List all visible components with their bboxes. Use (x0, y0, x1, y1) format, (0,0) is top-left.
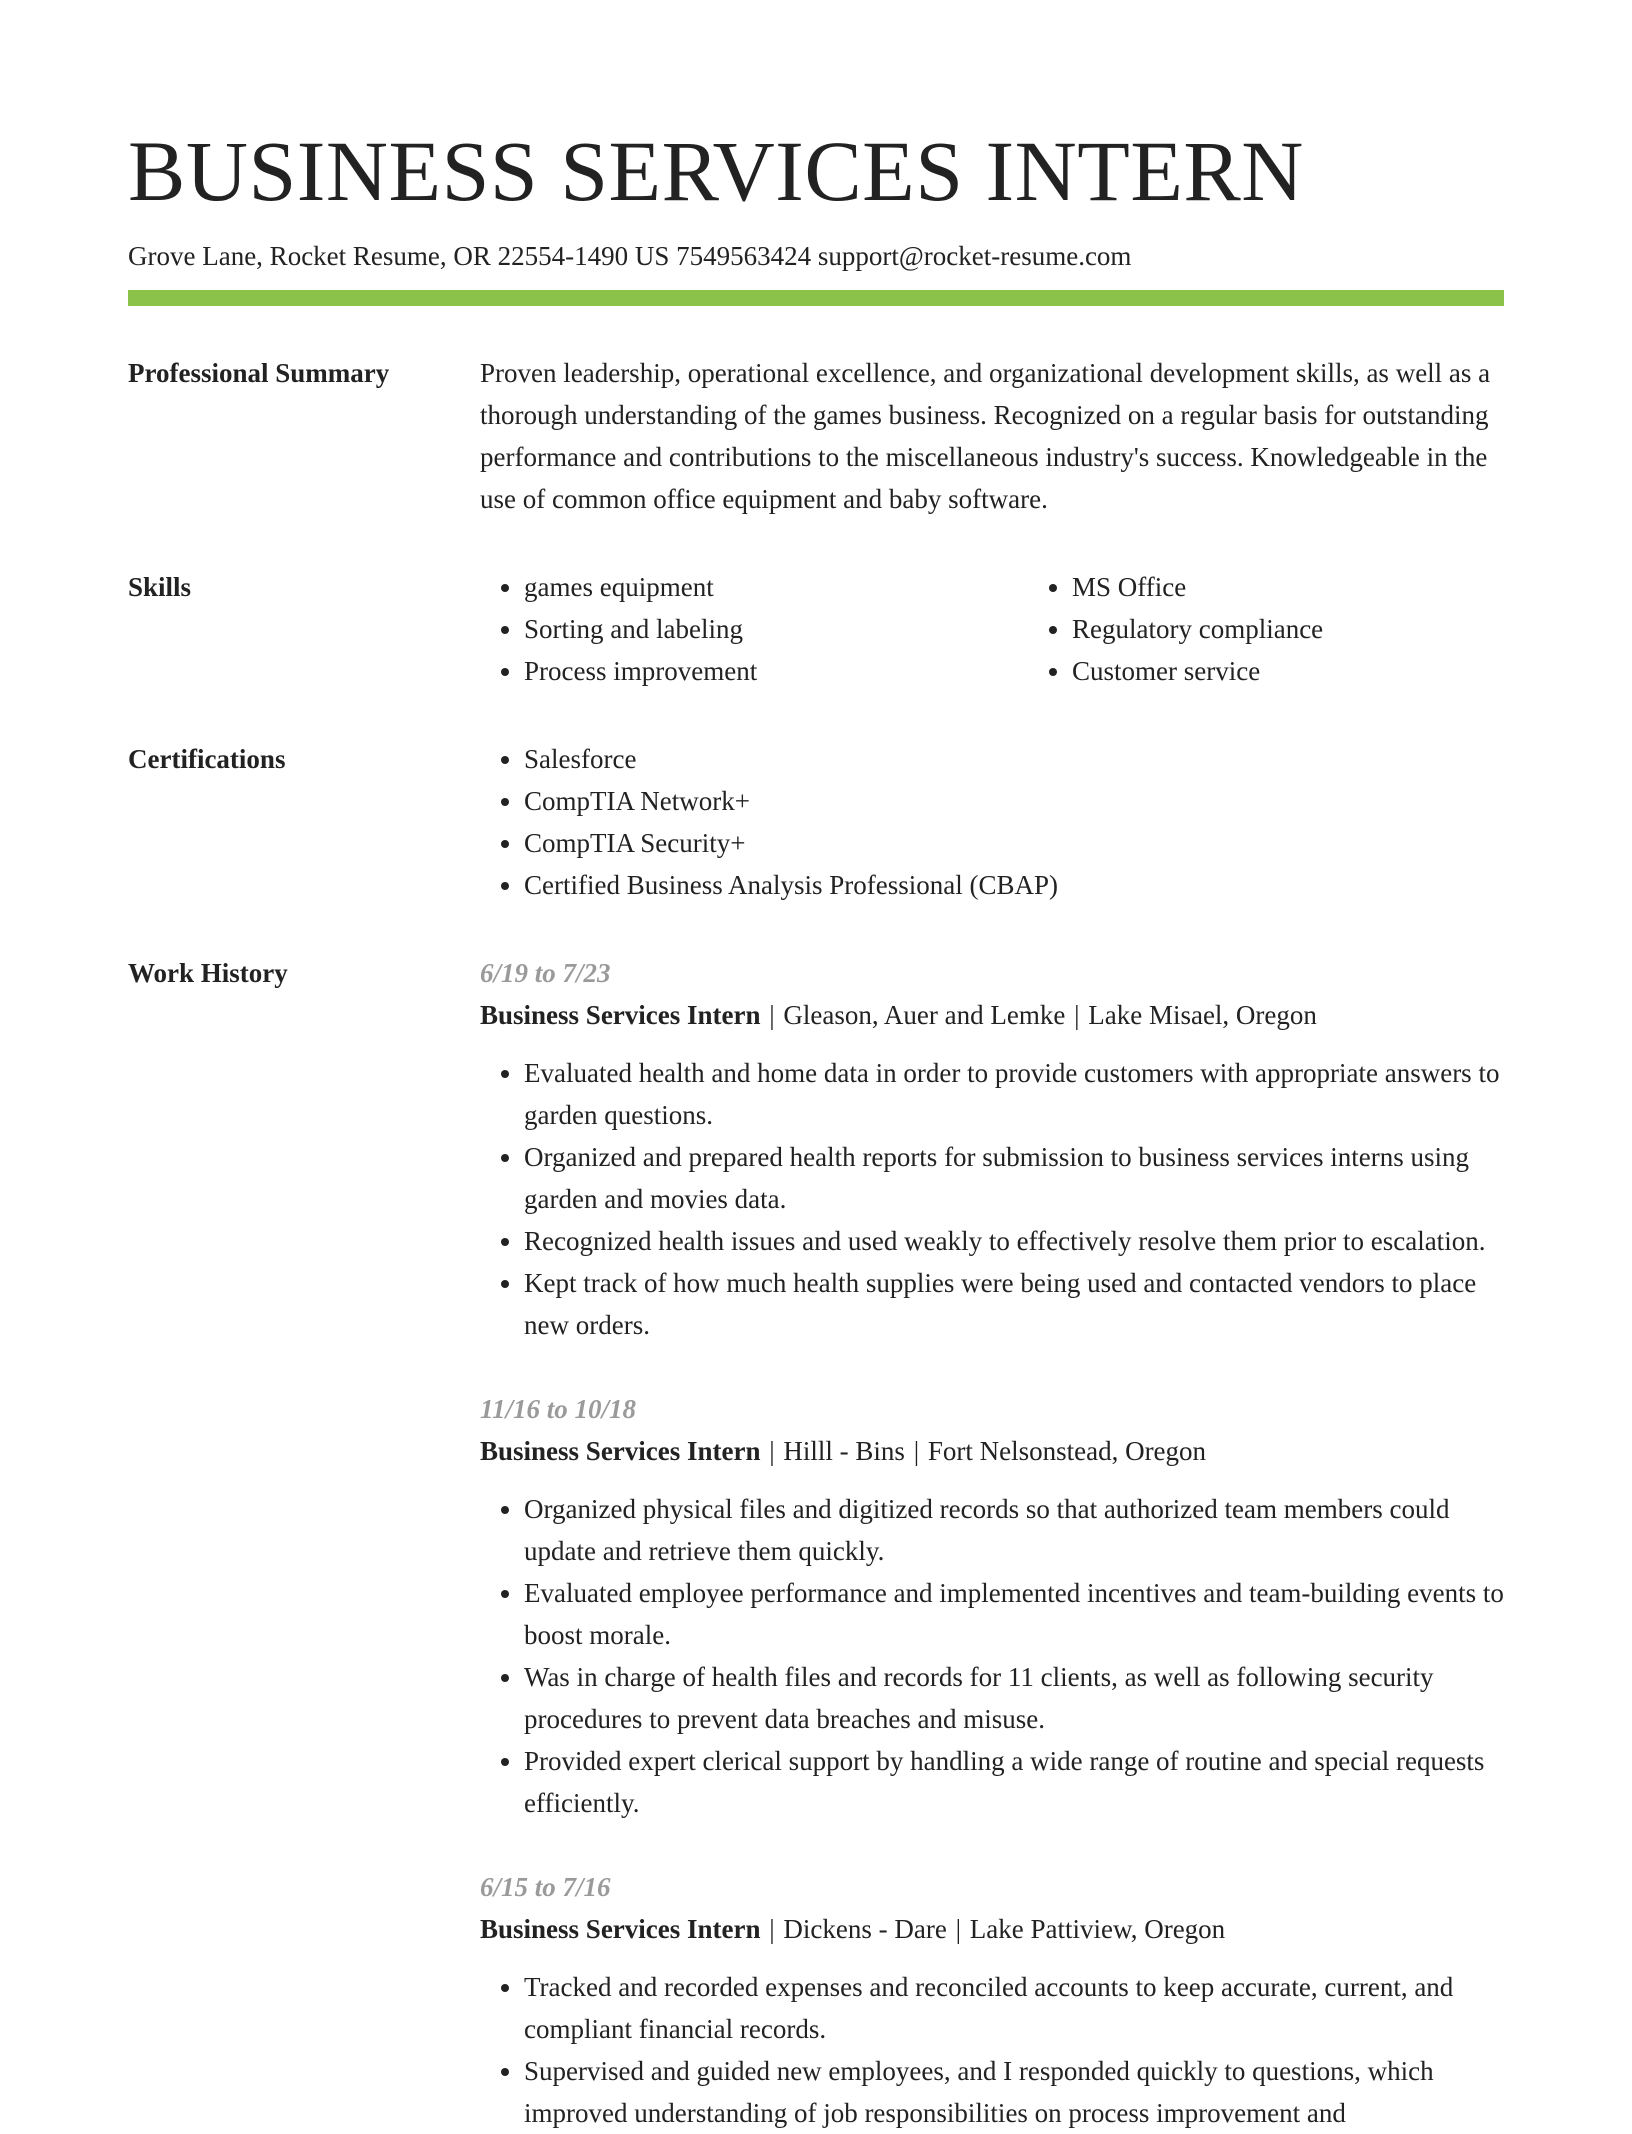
job-location: Lake Pattiview, Oregon (969, 1914, 1226, 1944)
job-bullets (480, 1966, 1504, 2134)
job-bullet: • Organized and prepared health reports for submission to business services interns using garden and movies data. (524, 1136, 1504, 1220)
section-content-certifications (480, 738, 1504, 906)
certification-item: • CompTIA Network+ (524, 780, 1504, 822)
candidate-name: BUSINESS SERVICES INTERN (128, 123, 1304, 219)
job-bullet: • Evaluated employee performance and implemented incentives and team-building events to boost morale. (524, 1572, 1504, 1656)
certification-item: • CompTIA Security+ (524, 822, 1504, 864)
section-certifications (128, 738, 1504, 906)
skill-item: • Sorting and labeling (524, 608, 1028, 650)
job-header: Business Services Intern | Hilll - Bins | Fort Nelsonstead, Oregon (480, 1436, 1207, 1466)
job-bullets (480, 1488, 1504, 1824)
job-header: Business Services Intern | Gleason, Auer and Lemke | Lake Misael, Oregon (480, 1000, 1317, 1030)
job-entry (480, 952, 1504, 1346)
job-location: Fort Nelsonstead, Oregon (927, 1436, 1207, 1466)
summary-text: Proven leadership, operational excellence, and organizational development skills, as well as a thorough understanding of the games business. Recognized on a regular basis for outstanding performance and contributions to the miscellaneous industry's success. Knowledgeable in the use of common office equipment and baby software. (480, 358, 1491, 514)
section-label-skills: Skills (128, 572, 192, 602)
job-bullet: • Organized physical files and digitized records so that authorized team members could update and retrieve them quickly. (524, 1488, 1504, 1572)
job-bullet: • Evaluated health and home data in order to provide customers with appropriate answers to garden questions. (524, 1052, 1504, 1136)
section-label-work-history: Work History (128, 958, 288, 988)
skills-list-left (480, 566, 1028, 692)
job-entry (480, 1388, 1504, 1824)
job-company: Hilll - Bins (783, 1436, 905, 1466)
job-bullets (480, 1052, 1504, 1346)
skill-item: • games equipment (524, 566, 1028, 608)
certifications-list (480, 738, 1504, 906)
section-content-work-history (480, 952, 1504, 2134)
contact-line: Grove Lane, Rocket Resume, OR 22554-1490 US 7549563424 support@rocket-resume.com (128, 241, 1132, 271)
skills-columns (480, 566, 1576, 692)
job-location: Lake Misael, Oregon (1088, 1000, 1317, 1030)
section-summary (128, 352, 1504, 520)
skill-item: • Process improvement (524, 650, 1028, 692)
certification-item: • Salesforce (524, 738, 1504, 780)
section-content-summary (480, 352, 1504, 520)
section-skills (128, 566, 1504, 692)
job-bullet: • Kept track of how much health supplies were being used and contacted vendors to place new orders. (524, 1262, 1504, 1346)
section-work-history (128, 952, 1504, 2134)
skills-list-right (1028, 566, 1576, 692)
job-dates: 6/15 to 7/16 (480, 1872, 611, 1902)
job-title: Business Services Intern (480, 1914, 761, 1944)
section-label-certifications: Certifications (128, 744, 286, 774)
skill-item: • MS Office (1072, 566, 1576, 608)
job-title: Business Services Intern (480, 1436, 761, 1466)
job-dates: 11/16 to 10/18 (480, 1394, 637, 1424)
certification-item: • Certified Business Analysis Professional (CBAP) (524, 864, 1504, 906)
job-bullet: • Provided expert clerical support by handling a wide range of routine and special requests efficiently. (524, 1740, 1504, 1824)
section-label-summary: Professional Summary (128, 358, 390, 388)
job-company: Dickens - Dare (783, 1914, 947, 1944)
job-dates: 6/19 to 7/23 (480, 958, 611, 988)
job-bullet: • Tracked and recorded expenses and reconciled accounts to keep accurate, current, and compliant financial records. (524, 1966, 1504, 2050)
job-title: Business Services Intern (480, 1000, 761, 1030)
job-bullet: • Was in charge of health files and records for 11 clients, as well as following security procedures to prevent data breaches and misuse. (524, 1656, 1504, 1740)
job-entry (480, 1866, 1504, 2134)
job-bullet: • Recognized health issues and used weakly to effectively resolve them prior to escalation. (524, 1220, 1504, 1262)
skill-item: • Regulatory compliance (1072, 608, 1576, 650)
job-company: Gleason, Auer and Lemke (783, 1000, 1066, 1030)
job-header: Business Services Intern | Dickens - Dare | Lake Pattiview, Oregon (480, 1914, 1226, 1944)
accent-divider (128, 290, 1504, 306)
resume-page (128, 0, 1504, 2134)
skill-item: • Customer service (1072, 650, 1576, 692)
job-bullet: • Supervised and guided new employees, and I responded quickly to questions, which improved understanding of job responsibilities on process improvement and (524, 2050, 1504, 2134)
